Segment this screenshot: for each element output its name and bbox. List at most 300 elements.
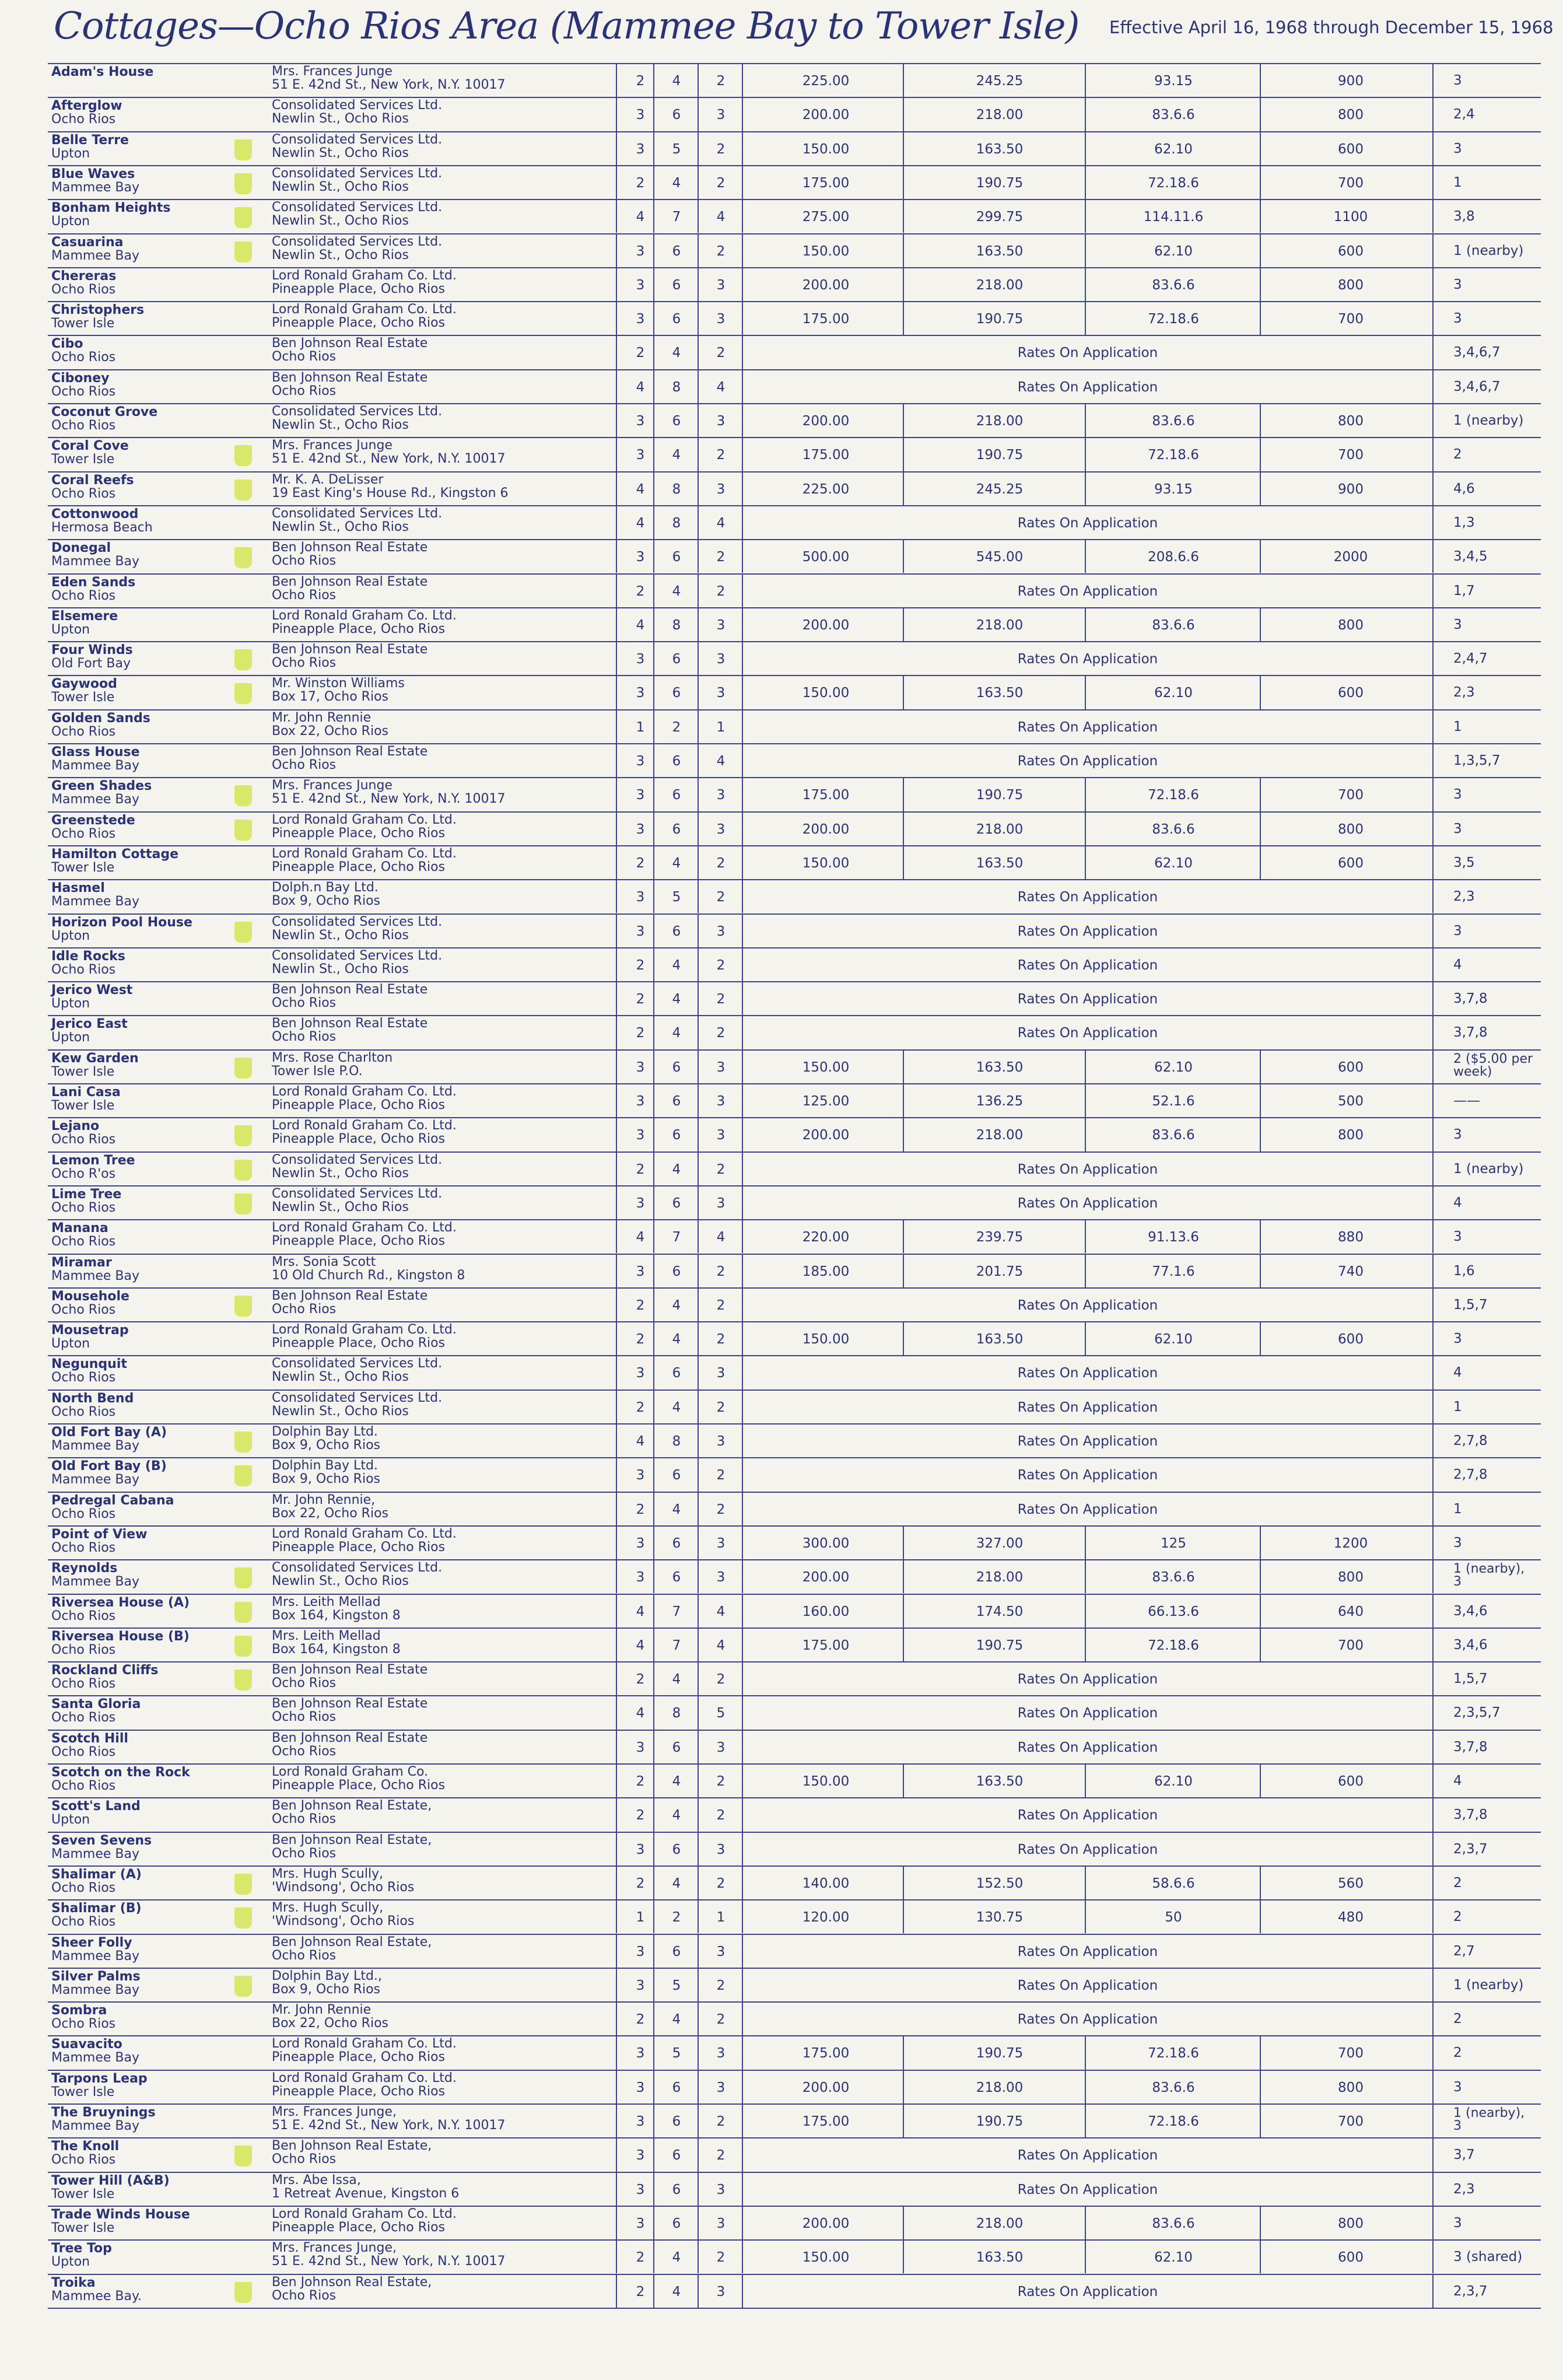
cell-b: 6: [672, 1195, 681, 1211]
column-divider: [1260, 2239, 1261, 2273]
agent-address: 51 E. 42nd St., New York, N.Y. 10017: [272, 792, 506, 807]
cottage-location: Ocho Rios: [51, 1506, 116, 1521]
cottage-location: Ocho Rios: [51, 1608, 116, 1623]
cell-r4: 800: [1338, 2080, 1364, 2095]
shield-marker-icon: [234, 1908, 252, 1929]
cottage-location: Mammee Bay: [51, 1472, 139, 1488]
cell-c: 3: [716, 788, 726, 803]
notes-cell: 3: [1453, 617, 1462, 632]
rates-on-application: Rates On Application: [1017, 379, 1158, 395]
cottage-location: Ocho Rios: [51, 486, 116, 501]
cell-a: 2: [636, 1502, 645, 1517]
agent-address: Pineapple Place, Ocho Rios: [272, 2220, 446, 2235]
cell-a: 2: [636, 2012, 645, 2028]
column-divider: [1432, 2035, 1434, 2069]
notes-cell: 3: [1453, 311, 1462, 327]
cottage-location: Ocho Rios: [51, 1200, 116, 1215]
column-divider: [1432, 777, 1434, 811]
column-divider: [1432, 1254, 1434, 1287]
cottage-location: Upton: [51, 996, 90, 1012]
notes-cell: 3: [1453, 73, 1462, 88]
cell-c: 3: [716, 685, 726, 701]
cell-r4: 700: [1338, 2114, 1364, 2129]
cell-b: 4: [672, 1161, 681, 1177]
cell-r3: 83.6.6: [1152, 821, 1195, 837]
cell-c: 3: [716, 1570, 726, 1586]
table-row: [0, 1219, 1563, 1253]
shield-marker-icon: [234, 173, 252, 194]
agent-name: Lord Ronald Graham Co. Ltd.: [272, 1084, 457, 1099]
cell-r4: 800: [1338, 821, 1364, 837]
cell-r1: 175.00: [802, 2114, 850, 2129]
agent-name: Ben Johnson Real Estate: [272, 982, 428, 998]
cell-c: 2: [716, 1808, 726, 1824]
column-divider: [1260, 539, 1261, 573]
rates-on-application: Rates On Application: [1017, 1297, 1158, 1313]
cell-c: 2: [716, 2114, 726, 2129]
agent-address: Pineapple Place, Ocho Rios: [272, 825, 446, 841]
column-divider: [1432, 573, 1434, 607]
agent-name: Mr. John Rennie: [272, 2003, 372, 2018]
cottage-name: Old Fort Bay (A): [51, 1425, 167, 1440]
cell-b: 6: [672, 923, 681, 939]
shield-marker-icon: [234, 1636, 252, 1657]
cell-b: 6: [672, 1535, 681, 1551]
column-divider: [1432, 471, 1434, 505]
column-divider: [1432, 1968, 1434, 2001]
cell-r3: 77.1.6: [1152, 1264, 1195, 1279]
notes-cell: 3,8: [1453, 209, 1475, 225]
agent-name: Mr. Winston Williams: [272, 676, 405, 691]
cell-b: 8: [672, 515, 681, 531]
notes-cell: 3,5: [1453, 855, 1475, 870]
cell-r3: 83.6.6: [1152, 414, 1195, 429]
cell-a: 2: [636, 1332, 645, 1348]
cell-b: 6: [672, 2080, 681, 2095]
column-divider: [1260, 1321, 1261, 1355]
column-divider: [1432, 811, 1434, 845]
shield-marker-icon: [234, 1670, 252, 1690]
cell-r3: 62.10: [1154, 141, 1193, 157]
table-row: [0, 1730, 1563, 1763]
agent-address: Box 9, Ocho Rios: [272, 1472, 381, 1487]
cottage-location: Old Fort Bay: [51, 656, 131, 671]
cell-b: 7: [672, 1637, 681, 1653]
cell-b: 4: [672, 1026, 681, 1041]
cell-r2: 163.50: [976, 1332, 1024, 1348]
column-divider: [1260, 1254, 1261, 1287]
cell-a: 3: [636, 2216, 645, 2231]
cottage-name: Belle Terre: [51, 132, 129, 148]
agent-name: Lord Ronald Graham Co. Ltd.: [272, 812, 457, 827]
agent-address: Ocho Rios: [272, 656, 337, 671]
table-row: [0, 267, 1563, 301]
cottage-location: Upton: [51, 1336, 90, 1352]
cell-r1: 300.00: [802, 1535, 850, 1551]
agent-address: Pineapple Place, Ocho Rios: [272, 1336, 446, 1351]
agent-name: Consolidated Services Ltd.: [272, 200, 443, 215]
cell-r2: 245.25: [976, 481, 1024, 497]
column-divider: [1432, 1525, 1434, 1559]
cell-a: 3: [636, 1978, 645, 1993]
cottage-name: Suavacito: [51, 2037, 122, 2052]
cell-b: 5: [672, 2046, 681, 2062]
column-divider: [1085, 1321, 1086, 1355]
cell-r3: 72.18.6: [1148, 788, 1199, 803]
cell-r1: 160.00: [802, 1604, 850, 1619]
cell-r1: 150.00: [802, 2250, 850, 2266]
cottage-name: Mousehole: [51, 1289, 129, 1304]
cell-c: 2: [716, 74, 726, 89]
cell-r1: 175.00: [802, 175, 850, 191]
cell-r1: 200.00: [802, 414, 850, 429]
cell-r2: 190.75: [976, 447, 1024, 463]
column-divider: [903, 1899, 904, 1933]
cottage-name: Afterglow: [51, 99, 122, 114]
rates-on-application: Rates On Application: [1017, 1434, 1158, 1449]
cottage-name: Shalimar (A): [51, 1867, 142, 1882]
column-divider: [903, 1049, 904, 1083]
agent-address: Box 164, Kingston 8: [272, 1642, 401, 1657]
shield-marker-icon: [234, 1296, 252, 1317]
cottage-location: Mammee Bay: [51, 792, 139, 807]
cottage-name: Silver Palms: [51, 1969, 141, 1984]
cell-r1: 175.00: [802, 312, 850, 327]
cell-b: 6: [672, 243, 681, 259]
column-divider: [903, 437, 904, 471]
cell-r2: 218.00: [976, 107, 1024, 123]
column-divider: [1260, 1594, 1261, 1628]
cottage-location: Upton: [51, 214, 90, 229]
notes-cell: 2,3,7: [1453, 1841, 1488, 1857]
cell-r2: 163.50: [976, 1059, 1024, 1075]
cell-r3: 62.10: [1154, 2250, 1193, 2266]
cell-a: 3: [636, 685, 645, 701]
notes-cell: 1 (nearby): [1453, 1161, 1524, 1177]
cell-r4: 740: [1338, 1264, 1364, 1279]
table-row: [0, 1797, 1563, 1831]
table-row: [0, 1525, 1563, 1559]
cottage-name: Shalimar (B): [51, 1901, 142, 1916]
cell-a: 3: [636, 550, 645, 565]
cottage-name: Riversea House (A): [51, 1595, 190, 1610]
agent-address: Ocho Rios: [272, 1812, 337, 1827]
column-divider: [1260, 1866, 1261, 1899]
cell-r4: 700: [1338, 447, 1364, 463]
cottage-location: Ocho Rios: [51, 1744, 116, 1759]
column-divider: [1085, 233, 1086, 267]
cell-r3: 83.6.6: [1152, 617, 1195, 633]
column-divider: [1085, 539, 1086, 573]
table-row: [0, 2104, 1563, 2137]
cell-b: 8: [672, 1706, 681, 1721]
column-divider: [903, 1117, 904, 1151]
cottage-name: Scotch Hill: [51, 1731, 128, 1746]
cottage-name: Pedregal Cabana: [51, 1493, 174, 1508]
cell-c: 3: [716, 481, 726, 497]
table-row: [0, 2206, 1563, 2239]
agent-address: Pineapple Place, Ocho Rios: [272, 2050, 446, 2065]
cell-c: 4: [716, 1637, 726, 1653]
cell-a: 3: [636, 1740, 645, 1755]
shield-marker-icon: [234, 1874, 252, 1895]
cell-r4: 800: [1338, 2216, 1364, 2231]
cell-r2: 163.50: [976, 1774, 1024, 1789]
cell-a: 4: [636, 379, 645, 395]
cell-r3: 72.18.6: [1148, 175, 1199, 191]
shield-marker-icon: [234, 242, 252, 262]
notes-cell: 1,7: [1453, 583, 1475, 598]
shield-marker-icon: [234, 1465, 252, 1486]
cottage-location: Tower Isle: [51, 1064, 115, 1079]
column-divider: [1085, 1049, 1086, 1083]
agent-name: Ben Johnson Real Estate,: [272, 2274, 432, 2290]
cell-r4: 700: [1338, 175, 1364, 191]
table-row: [0, 1185, 1563, 1219]
cell-a: 2: [636, 1808, 645, 1824]
column-divider: [1085, 2206, 1086, 2239]
cell-c: 4: [716, 515, 726, 531]
agent-name: Mrs. Hugh Scully,: [272, 1866, 384, 1881]
agent-address: Ocho Rios: [272, 554, 337, 569]
rates-on-application: Rates On Application: [1017, 1195, 1158, 1211]
notes-cell: 4: [1453, 957, 1462, 972]
cell-r1: 150.00: [802, 1774, 850, 1789]
agent-address: Pineapple Place, Ocho Rios: [272, 859, 446, 874]
cell-a: 3: [636, 1468, 645, 1483]
cottage-name: Miramar: [51, 1255, 112, 1270]
cottage-name: Hamilton Cottage: [51, 846, 179, 862]
cell-r2: 218.00: [976, 2080, 1024, 2095]
notes-cell: 1 (nearby): [1453, 1977, 1524, 1993]
cell-b: 6: [672, 2114, 681, 2129]
cell-r1: 150.00: [802, 855, 850, 871]
cell-r3: 83.6.6: [1152, 277, 1195, 293]
table-row: [0, 879, 1563, 913]
cell-a: 2: [636, 1026, 645, 1041]
cell-r2: 190.75: [976, 2046, 1024, 2062]
cell-b: 4: [672, 345, 681, 361]
cell-r2: 201.75: [976, 1264, 1024, 1279]
cottage-location: Hermosa Beach: [51, 520, 153, 535]
cell-a: 3: [636, 447, 645, 463]
column-divider: [1432, 2239, 1434, 2273]
column-divider: [1432, 539, 1434, 573]
cottage-name: Ciboney: [51, 370, 110, 386]
column-divider: [1260, 63, 1261, 97]
cell-r1: 175.00: [802, 2046, 850, 2062]
cell-c: 2: [716, 1774, 726, 1789]
cottage-name: Tree Top: [51, 2241, 112, 2256]
cell-c: 3: [716, 1434, 726, 1449]
cell-c: 4: [716, 1230, 726, 1245]
notes-cell: 3,4,5: [1453, 549, 1488, 565]
column-divider: [903, 97, 904, 131]
rates-on-application: Rates On Application: [1017, 957, 1158, 973]
cell-c: 3: [716, 1128, 726, 1143]
cell-r3: 50: [1165, 1910, 1182, 1926]
agent-name: Consolidated Services Ltd.: [272, 1186, 443, 1201]
table-row: [0, 2035, 1563, 2069]
cottage-name: Lani Casa: [51, 1085, 121, 1100]
table-row: [0, 1899, 1563, 1933]
cell-b: 6: [672, 1366, 681, 1381]
column-divider: [1085, 131, 1086, 165]
column-divider: [903, 2035, 904, 2069]
column-divider: [903, 1866, 904, 1899]
notes-cell: 2,4,7: [1453, 651, 1488, 667]
column-divider: [1260, 131, 1261, 165]
table-row: [0, 1083, 1563, 1117]
column-divider: [1432, 97, 1434, 131]
cell-r1: 175.00: [802, 788, 850, 803]
column-divider: [1432, 1423, 1434, 1457]
cell-r1: 225.00: [802, 481, 850, 497]
table-row: [0, 811, 1563, 845]
cell-a: 2: [636, 1399, 645, 1415]
cell-r1: 175.00: [802, 1637, 850, 1653]
notes-cell: 2: [1453, 447, 1462, 463]
column-divider: [903, 131, 904, 165]
cell-r2: 174.50: [976, 1604, 1024, 1619]
cell-c: 2: [716, 957, 726, 973]
column-divider: [1085, 1117, 1086, 1151]
column-divider: [1085, 845, 1086, 879]
column-divider: [1432, 1355, 1434, 1389]
cell-a: 3: [636, 754, 645, 769]
table-row: [0, 1594, 1563, 1628]
column-divider: [1260, 607, 1261, 641]
cell-a: 3: [636, 414, 645, 429]
cottage-location: Tower Isle: [51, 2186, 115, 2202]
column-divider: [1085, 2070, 1086, 2104]
agent-address: Ocho Rios: [272, 349, 337, 365]
column-divider: [903, 2239, 904, 2273]
cell-b: 5: [672, 1978, 681, 1993]
column-divider: [1432, 1117, 1434, 1151]
column-divider: [1260, 845, 1261, 879]
table-row: [0, 1866, 1563, 1899]
agent-address: 'Windsong', Ocho Rios: [272, 1914, 415, 1929]
rates-on-application: Rates On Application: [1017, 754, 1158, 769]
cell-a: 3: [636, 2080, 645, 2095]
table-row: [0, 1015, 1563, 1049]
column-divider: [1432, 1152, 1434, 1185]
cell-a: 1: [636, 1910, 645, 1926]
table-row: [0, 369, 1563, 403]
cell-a: 3: [636, 890, 645, 905]
column-divider: [903, 233, 904, 267]
cell-b: 7: [672, 209, 681, 225]
cottage-location: Tower Isle: [51, 452, 115, 467]
cell-r2: 218.00: [976, 1570, 1024, 1586]
agent-address: Newlin St., Ocho Rios: [272, 1370, 409, 1385]
column-divider: [903, 1594, 904, 1628]
cell-r3: 83.6.6: [1152, 107, 1195, 123]
cottage-name: Glass House: [51, 745, 140, 760]
table-row: [0, 2274, 1563, 2308]
column-divider: [1432, 2206, 1434, 2239]
cell-b: 6: [672, 1059, 681, 1075]
cell-r3: 125: [1161, 1535, 1186, 1551]
agent-address: Ocho Rios: [272, 2288, 337, 2303]
table-row: [0, 97, 1563, 131]
shield-marker-icon: [234, 207, 252, 228]
cell-r2: 239.75: [976, 1230, 1024, 1245]
cell-r2: 190.75: [976, 788, 1024, 803]
column-divider: [1085, 1083, 1086, 1117]
column-divider: [903, 471, 904, 505]
cell-a: 3: [636, 1366, 645, 1381]
notes-cell: 1: [1453, 174, 1462, 190]
agent-name: Consolidated Services Ltd.: [272, 404, 443, 419]
notes-cell: 3: [1453, 1331, 1462, 1347]
agent-name: Mrs. Frances Junge,: [272, 2241, 397, 2256]
cottage-name: The Knoll: [51, 2139, 120, 2154]
column-divider: [1260, 267, 1261, 301]
agent-name: Lord Ronald Graham Co.: [272, 1765, 429, 1779]
cell-r4: 600: [1338, 1774, 1364, 1789]
cell-r4: 800: [1338, 1128, 1364, 1143]
agent-address: Box 22, Ocho Rios: [272, 723, 388, 738]
table-row: [0, 981, 1563, 1015]
table-row: [0, 131, 1563, 165]
cell-r2: 152.50: [976, 1875, 1024, 1891]
cell-r4: 800: [1338, 617, 1364, 633]
table-row: [0, 1321, 1563, 1355]
cottage-name: Seven Sevens: [51, 1833, 152, 1848]
agent-address: 51 E. 42nd St., New York, N.Y. 10017: [272, 452, 506, 467]
cell-b: 4: [672, 992, 681, 1007]
cottage-name: Cottonwood: [51, 506, 139, 522]
cell-b: 6: [672, 1264, 681, 1279]
cell-a: 2: [636, 957, 645, 973]
column-divider: [1260, 97, 1261, 131]
cottage-name: Casuarina: [51, 235, 124, 250]
column-divider: [903, 403, 904, 437]
cell-b: 6: [672, 1468, 681, 1483]
cell-b: 2: [672, 719, 681, 735]
cell-c: 5: [716, 1706, 726, 1721]
cottage-location: Tower Isle: [51, 316, 115, 331]
cell-a: 3: [636, 821, 645, 837]
table-row: [0, 1423, 1563, 1457]
agent-address: Newlin St., Ocho Rios: [272, 145, 409, 160]
column-divider: [1432, 1594, 1434, 1628]
shield-marker-icon: [234, 1976, 252, 1997]
cell-b: 4: [672, 1297, 681, 1313]
table-row: [0, 1287, 1563, 1321]
cell-c: 2: [716, 2148, 726, 2164]
notes-cell: 3,4,6,7: [1453, 379, 1501, 394]
table-row: [0, 573, 1563, 607]
column-divider: [1085, 1254, 1086, 1287]
column-divider: [1432, 981, 1434, 1015]
column-divider: [1432, 403, 1434, 437]
cell-r2: 218.00: [976, 1128, 1024, 1143]
column-divider: [1260, 1763, 1261, 1797]
cell-b: 6: [672, 277, 681, 293]
cell-r4: 640: [1338, 1604, 1364, 1619]
cottage-name: Jerico East: [51, 1017, 128, 1032]
cottage-location: Ocho Rios: [51, 1302, 116, 1317]
cell-a: 4: [636, 1637, 645, 1653]
column-divider: [1432, 641, 1434, 675]
cell-a: 3: [636, 2046, 645, 2062]
notes-cell: 1 (nearby), 3: [1453, 2106, 1525, 2133]
cottage-location: Ocho Rios: [51, 1710, 116, 1726]
cell-b: 7: [672, 1230, 681, 1245]
